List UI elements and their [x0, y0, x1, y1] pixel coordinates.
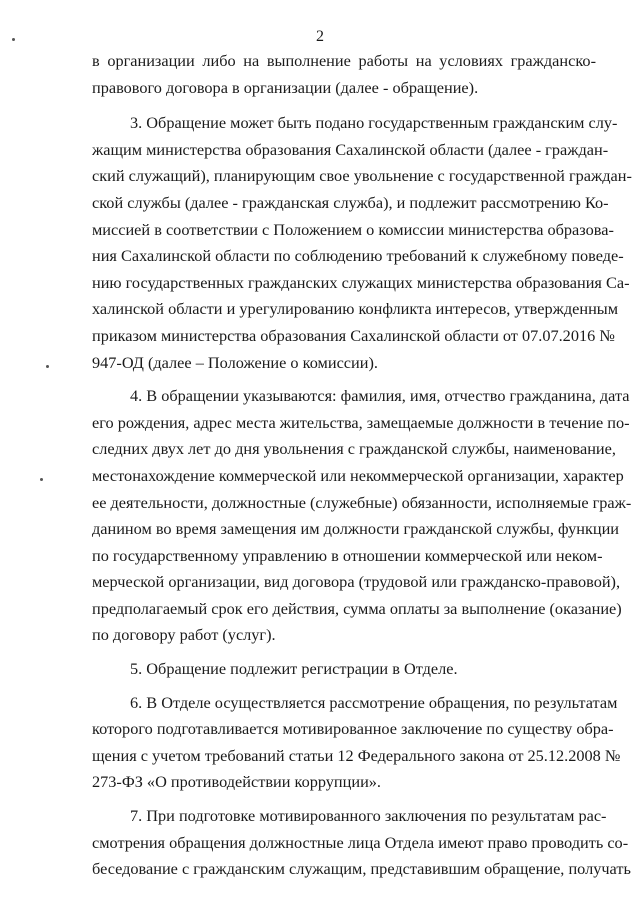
text-line: приказом министерства образования Сахалинской области от 07.07.2016 №: [92, 325, 615, 345]
paragraph-p5: [92, 656, 596, 683]
text-line: следних двух лет до дня увольнения с гражданской службы, наименование,: [92, 439, 616, 459]
text-line: ской службы (далее - гражданская служба), и подлежит рассмотрению Ко-: [92, 192, 609, 212]
paragraph-p-cont: [92, 48, 596, 101]
text-line: беседование с гражданским служащим, представившим обращение, получать: [92, 859, 631, 879]
text-line: жащим министерства образования Сахалинской области (далее - граждан-: [92, 139, 609, 159]
text-line: в организации либо на выполнение работы на условиях гражданско-: [92, 51, 596, 70]
page-number: 2: [316, 28, 324, 45]
text-line: 4. В обращении указываются: фамилия, имя, отчество гражданина, дата: [130, 386, 630, 406]
text-line: данином во время замещения им должности гражданской службы, функции: [92, 519, 620, 539]
text-line: которого подготавливается мотивированное заключение по существу обра-: [92, 719, 614, 739]
text-line: щения с учетом требований статьи 12 Федерального закона от 25.12.2008 №: [92, 745, 621, 765]
text-line: 6. В Отделе осуществляется рассмотрение обращения, по результатам: [130, 692, 618, 712]
text-line: правового договора в организации (далее - обращение).: [92, 77, 479, 97]
scan-speck: [40, 478, 43, 481]
text-line: мерческой организации, вид договора (трудовой или гражданско-правовой),: [92, 572, 621, 592]
text-line: халинской области и урегулированию конфликта интересов, утвержденным: [92, 299, 619, 319]
paragraph-p7: [92, 803, 631, 883]
text-line: 273-ФЗ «О противодействии коррупции».: [92, 772, 381, 792]
text-line: его рождения, адрес места жительства, замещаемые должности в течение по-: [92, 412, 630, 432]
paragraph-p4: [92, 383, 632, 649]
scan-speck: [12, 38, 15, 41]
document-body: [92, 48, 632, 890]
text-line: по договору работ (услуг).: [92, 625, 276, 645]
text-line: местонахождение коммерческой или некоммерческой организации, характер: [92, 465, 624, 485]
text-line: 5. Обращение подлежит регистрации в Отделе.: [130, 659, 458, 679]
paragraph-p3: [92, 110, 632, 376]
text-line: нию государственных гражданских служащих министерства образования Са-: [92, 272, 630, 292]
text-line: ния Сахалинской области по соблюдению требований к служебному поведе-: [92, 246, 624, 266]
text-line: ский служащий), планирующим свое увольнение с государственной граждан-: [92, 166, 632, 186]
text-line: ее деятельности, должностные (служебные) обязанности, исполняемые граж-: [92, 492, 632, 512]
scan-speck: [46, 365, 49, 368]
paragraph-p6: [92, 690, 621, 796]
text-line: предполагаемый срок его действия, сумма оплаты за выполнение (оказание): [92, 598, 622, 618]
text-line: 3. Обращение может быть подано государственным гражданским слу-: [130, 113, 618, 133]
text-line: 947-ОД (далее – Положение о комиссии).: [92, 352, 378, 372]
text-line: 7. При подготовке мотивированного заключения по результатам рас-: [130, 806, 607, 826]
text-line: смотрения обращения должностные лица Отдела имеют право проводить со-: [92, 832, 629, 852]
text-line: по государственному управлению в отношении коммерческой или неком-: [92, 545, 603, 565]
text-line: миссией в соответствии с Положением о комиссии министерства образова-: [92, 219, 614, 239]
